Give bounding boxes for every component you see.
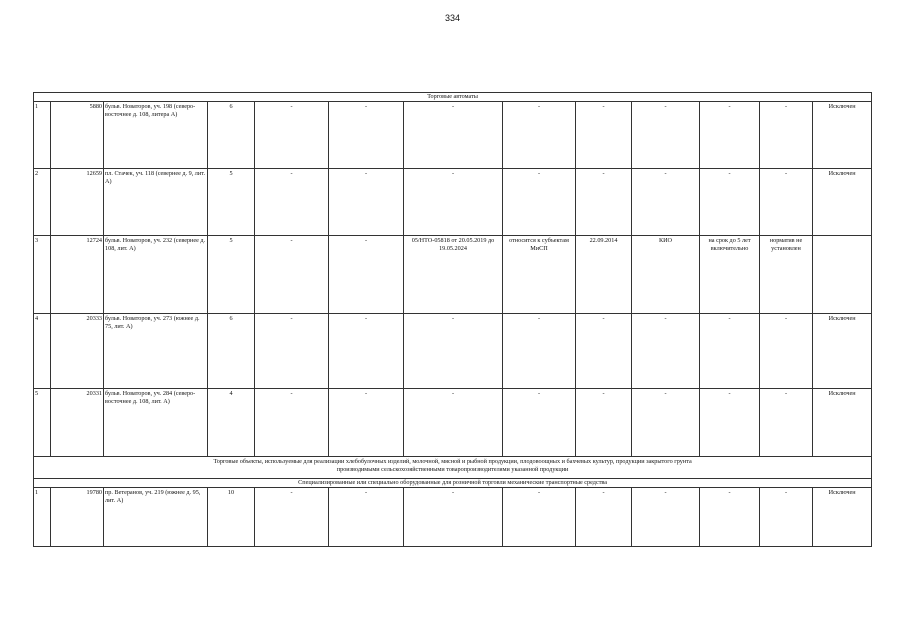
cell-norm: - xyxy=(760,102,813,169)
cell-term: - xyxy=(700,314,760,389)
page-number: 334 xyxy=(444,13,461,23)
object-area: 10 xyxy=(208,488,255,547)
cell-col6: - xyxy=(329,236,404,314)
table-row xyxy=(34,169,872,236)
cell-col5: - xyxy=(255,488,329,547)
object-id: 5880 xyxy=(51,102,104,169)
cell-date: - xyxy=(576,314,632,389)
cell-norm: - xyxy=(760,169,813,236)
cell-date: - xyxy=(576,169,632,236)
cell-date: - xyxy=(576,102,632,169)
cell-contract: - xyxy=(404,389,503,457)
table-row xyxy=(34,102,872,169)
cell-authority: КИО xyxy=(632,236,700,314)
cell-smb-status: - xyxy=(503,488,576,547)
object-area: 5 xyxy=(208,236,255,314)
section-header-row xyxy=(34,457,872,479)
cell-smb-status: относится к субъектам МиСП xyxy=(503,236,576,314)
cell-contract: - xyxy=(404,488,503,547)
cell-col6: - xyxy=(329,314,404,389)
object-address: бульв. Новаторов, уч. 273 (южнее д. 75, лит. А) xyxy=(104,314,208,389)
cell-smb-status: - xyxy=(503,169,576,236)
table-row xyxy=(34,389,872,457)
object-id: 19780 xyxy=(51,488,104,547)
cell-col5: - xyxy=(255,236,329,314)
cell-status: Исключен xyxy=(813,314,872,389)
cell-col5: - xyxy=(255,314,329,389)
cell-term: - xyxy=(700,389,760,457)
cell-authority: - xyxy=(632,314,700,389)
cell-status: Исключен xyxy=(813,389,872,457)
section-title-vending: Торговые автоматы xyxy=(34,93,872,102)
cell-norm: норматив не установлен xyxy=(760,236,813,314)
row-number: 3 xyxy=(34,236,51,314)
section-title-bakery xyxy=(34,457,872,479)
object-address: бульв. Новаторов, уч. 198 (северо-восточнее д. 108, литера А) xyxy=(104,102,208,169)
table-row xyxy=(34,314,872,389)
row-number: 1 xyxy=(34,488,51,547)
table-row xyxy=(34,236,872,314)
object-area: 4 xyxy=(208,389,255,457)
row-number: 5 xyxy=(34,389,51,457)
section-title-bakery-line1: Торговые объекты, используемые для реализации хлебобулочных изделий, молочной, мясной и рыбной продукции, плодовоощных и бахчевых культур, продукции закрытого грунта xyxy=(213,458,692,465)
cell-col5: - xyxy=(255,389,329,457)
object-address: пл. Стачек, уч. 118 (севернее д. 9, лит. А) xyxy=(104,169,208,236)
cell-contract: 05/НТО-05818 от 20.05.2019 до 19.05.2024 xyxy=(404,236,503,314)
cell-col5: - xyxy=(255,102,329,169)
cell-contract: - xyxy=(404,169,503,236)
object-address: бульв. Новаторов, уч. 284 (северо-восточнее д. 108, лит. А) xyxy=(104,389,208,457)
cell-smb-status: - xyxy=(503,389,576,457)
trade-objects-table xyxy=(33,92,872,547)
object-id: 12724 xyxy=(51,236,104,314)
cell-status xyxy=(813,236,872,314)
cell-date: 22.09.2014 xyxy=(576,236,632,314)
cell-col6: - xyxy=(329,102,404,169)
section-header-row xyxy=(34,479,872,488)
cell-norm: - xyxy=(760,314,813,389)
section-title-vehicles: Специализированные или специально оборудованные для розничной торговли механические транспортные средства xyxy=(34,479,872,488)
cell-status: Исключен xyxy=(813,102,872,169)
cell-authority: - xyxy=(632,488,700,547)
cell-col6: - xyxy=(329,169,404,236)
cell-norm: - xyxy=(760,389,813,457)
row-number: 2 xyxy=(34,169,51,236)
cell-term: - xyxy=(700,169,760,236)
object-area: 6 xyxy=(208,314,255,389)
section-header-row xyxy=(34,93,872,102)
section-title-bakery-line2: производимыми сельскохозяйственными товаропроизводителями указанной продукции xyxy=(336,465,569,473)
object-area: 5 xyxy=(208,169,255,236)
object-address: бульв. Новаторов, уч. 232 (севернее д. 108, лит. А) xyxy=(104,236,208,314)
cell-authority: - xyxy=(632,102,700,169)
cell-contract: - xyxy=(404,102,503,169)
cell-term: - xyxy=(700,488,760,547)
object-area: 6 xyxy=(208,102,255,169)
cell-date: - xyxy=(576,389,632,457)
cell-norm: - xyxy=(760,488,813,547)
cell-smb-status: - xyxy=(503,314,576,389)
cell-authority: - xyxy=(632,169,700,236)
cell-smb-status: - xyxy=(503,102,576,169)
cell-authority: - xyxy=(632,389,700,457)
object-id: 20333 xyxy=(51,314,104,389)
cell-status: Исключен xyxy=(813,169,872,236)
cell-term: - xyxy=(700,102,760,169)
cell-col6: - xyxy=(329,488,404,547)
cell-col6: - xyxy=(329,389,404,457)
table-row xyxy=(34,488,872,547)
cell-contract: - xyxy=(404,314,503,389)
cell-term: на срок до 5 лет включительно xyxy=(700,236,760,314)
object-address: пр. Ветеранов, уч. 219 (южнее д. 95, лит. А) xyxy=(104,488,208,547)
cell-status: Исключен xyxy=(813,488,872,547)
cell-date: - xyxy=(576,488,632,547)
cell-col5: - xyxy=(255,169,329,236)
object-id: 20331 xyxy=(51,389,104,457)
object-id: 12659 xyxy=(51,169,104,236)
row-number: 4 xyxy=(34,314,51,389)
row-number: 1 xyxy=(34,102,51,169)
